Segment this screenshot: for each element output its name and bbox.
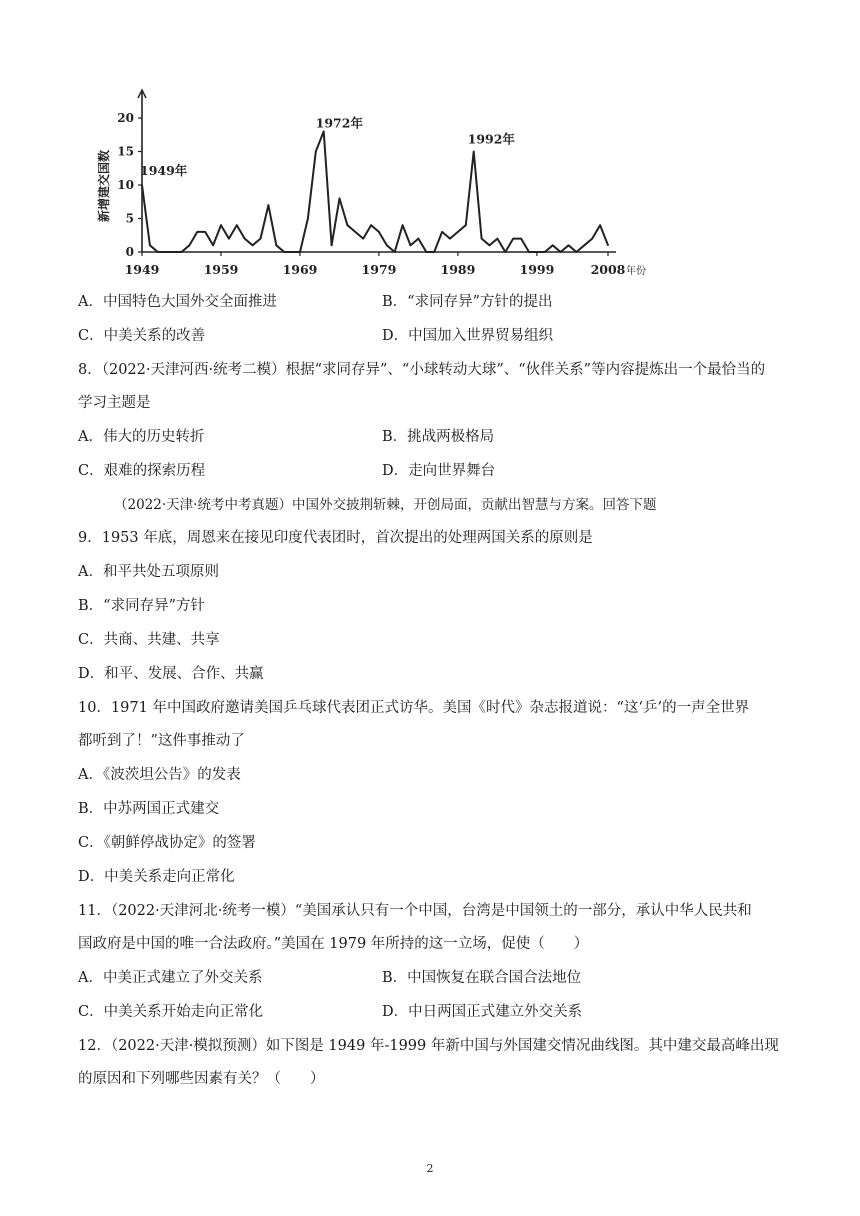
data-point xyxy=(441,231,443,233)
data-point xyxy=(339,198,341,200)
q10-option-a: A．《波茨坦公告》的发表 xyxy=(78,767,241,783)
x-tick-label: 1979 xyxy=(361,262,397,277)
page-number: 2 xyxy=(426,1162,434,1175)
q11-stem-line2: 国政府是中国的唯一合法政府。”美国在 1979 年所持的这一立场，促使（ ） xyxy=(78,936,589,952)
q10-option-c: C．《朝鲜停战协定》的签署 xyxy=(78,835,256,851)
q8-option-d: D．走向世界舞台 xyxy=(382,463,496,479)
q11-option-b: B．中国恢复在联合国合法地位 xyxy=(382,970,582,986)
data-point xyxy=(141,184,143,186)
q8-stem-line1: 8．（2022·天津河西·统考二模）根据“求同存异”、“小球转动大球”、“伙伴关系”等内容提炼出一个最恰当的 xyxy=(78,362,766,378)
x-tick-label: 2008 xyxy=(590,262,626,277)
series-line xyxy=(142,131,608,252)
data-point xyxy=(283,251,285,253)
data-point xyxy=(552,245,554,247)
data-point xyxy=(457,231,459,233)
data-point xyxy=(512,238,514,240)
data-point xyxy=(489,245,491,247)
q7-option-b: B．“求同存异”方针的提出 xyxy=(382,294,553,310)
data-point xyxy=(291,251,293,253)
data-point xyxy=(315,151,317,153)
data-point xyxy=(449,238,451,240)
data-point xyxy=(607,245,609,247)
q11-option-c: C．中美关系开始走向正常化 xyxy=(78,1004,264,1020)
q11-stem-line1: 11．（2022·天津河北·统考一模）“美国承认只有一个中国，台湾是中国领土的一部分，承认中华人民共和 xyxy=(78,903,752,919)
q9-option-c: C．共商、共建、共享 xyxy=(78,632,220,648)
q8-option-c: C．艰难的探索历程 xyxy=(78,463,206,479)
x-tick-label: 1989 xyxy=(440,262,476,277)
q9-option-a: A．和平共处五项原则 xyxy=(78,564,219,580)
data-point xyxy=(433,251,435,253)
data-point xyxy=(157,251,159,253)
q10-option-d: D．中美关系走向正常化 xyxy=(78,869,235,885)
data-point xyxy=(465,224,467,226)
y-axis-label: 新增建交国数 xyxy=(97,149,111,222)
data-point xyxy=(181,251,183,253)
data-point xyxy=(275,245,277,247)
data-point xyxy=(560,251,562,253)
data-point xyxy=(173,251,175,253)
q8-option-b: B．挑战两极格局 xyxy=(382,429,495,445)
q11-option-d: D．中日两国正式建立外交关系 xyxy=(382,1004,583,1020)
q9-stem: 9．1953 年底，周恩来在接见印度代表团时，首次提出的处理两国关系的原则是 xyxy=(78,530,593,546)
data-point xyxy=(204,231,206,233)
x-tick-label: 1999 xyxy=(519,262,555,277)
y-tick-label: 15 xyxy=(117,144,134,159)
q10-option-b: B．中苏两国正式建交 xyxy=(78,801,220,817)
data-point xyxy=(260,238,262,240)
q12-stem-line1: 12．（2022·天津·模拟预测）如下图是 1949 年-1999 年新中国与外国建交情况曲线图。其中建交最高峰出现 xyxy=(78,1038,779,1054)
data-point xyxy=(149,245,151,247)
data-point xyxy=(386,245,388,247)
data-point xyxy=(362,238,364,240)
q9-option-b: B．“求同存异”方针 xyxy=(78,598,205,614)
data-point xyxy=(299,251,301,253)
data-point xyxy=(244,238,246,240)
x-axis-label: 年份 xyxy=(626,266,646,277)
data-point xyxy=(196,231,198,233)
data-point xyxy=(378,231,380,233)
data-point xyxy=(402,224,404,226)
x-tick-label: 1969 xyxy=(282,262,318,277)
q9-option-d: D．和平、发展、合作、共赢 xyxy=(78,666,264,682)
data-point xyxy=(236,224,238,226)
data-point xyxy=(473,151,475,153)
data-point xyxy=(599,224,601,226)
data-point xyxy=(252,245,254,247)
data-point xyxy=(220,224,222,226)
data-point xyxy=(228,238,230,240)
data-point xyxy=(505,251,507,253)
data-point xyxy=(426,251,428,253)
q7-option-a: A．中国特色大国外交全面推进 xyxy=(78,294,277,310)
y-tick-label: 5 xyxy=(125,211,134,226)
q7-option-c: C．中美关系的改善 xyxy=(78,328,206,344)
q8-option-a: A．伟大的历史转折 xyxy=(78,429,205,445)
data-point xyxy=(544,251,546,253)
q10-stem-line1: 10．1971 年中国政府邀请美国乒乓球代表团正式访华。美国《时代》杂志报道说：“这‘乒’的一声全世界 xyxy=(78,700,750,716)
data-point xyxy=(584,245,586,247)
data-point xyxy=(418,238,420,240)
q10-stem-line2: 都听到了！”这件事推动了 xyxy=(78,733,245,749)
data-point xyxy=(394,251,396,253)
data-point xyxy=(212,245,214,247)
peak-annotation: 1992年 xyxy=(467,131,515,147)
data-point xyxy=(410,245,412,247)
group-note: （2022·天津·统考中考真题）中国外交披荆斩棘，开创局面，贡献出智慧与方案。回答下题 xyxy=(114,497,657,513)
x-tick-label: 1959 xyxy=(203,262,239,277)
data-point xyxy=(354,231,356,233)
data-point xyxy=(370,224,372,226)
data-point xyxy=(520,238,522,240)
peak-annotation: 1972年 xyxy=(315,115,363,131)
q11-option-a: A．中美正式建立了外交关系 xyxy=(78,970,263,986)
y-tick-label: 10 xyxy=(117,178,134,192)
y-tick-label: 20 xyxy=(117,111,134,125)
q12-stem-line2: 的原因和下列哪些因素有关？（ ） xyxy=(78,1071,325,1087)
q8-stem-line2: 学习主题是 xyxy=(78,395,151,411)
x-tick-label: 1949 xyxy=(124,262,160,277)
data-point xyxy=(481,238,483,240)
data-point xyxy=(323,131,325,133)
data-point xyxy=(568,245,570,247)
data-point xyxy=(497,238,499,240)
data-point xyxy=(576,251,578,253)
y-tick-label: 0 xyxy=(125,245,134,259)
data-point xyxy=(165,251,167,253)
data-point xyxy=(591,238,593,240)
data-point xyxy=(528,251,530,253)
q7-option-d: D．中国加入世界贸易组织 xyxy=(382,328,554,344)
data-point xyxy=(189,245,191,247)
data-point xyxy=(331,245,333,247)
data-point xyxy=(536,251,538,253)
data-point xyxy=(307,218,309,220)
diplomatic-relations-chart xyxy=(96,84,696,284)
data-point xyxy=(347,224,349,226)
peak-annotation: 1949年 xyxy=(140,163,188,178)
data-point xyxy=(268,204,270,206)
